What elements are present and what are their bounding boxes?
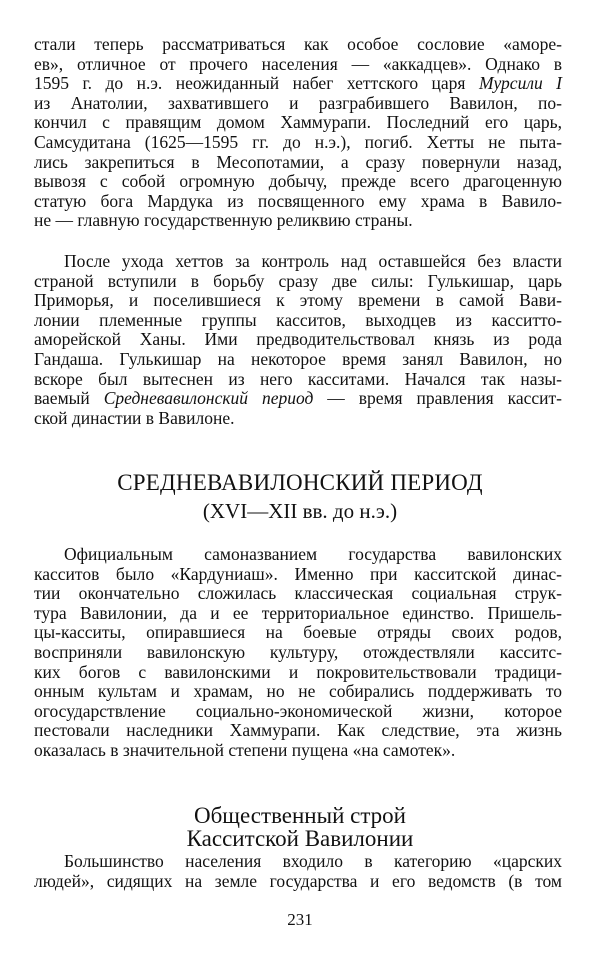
text-segment: 1595 г. до н.э. неожиданный набег хеттского царя — [34, 73, 479, 94]
text-line: онным культам и храмам, но не собирались поддерживать то — [34, 681, 562, 702]
text-line — [34, 389, 562, 409]
subsection-heading-line-1: Общественный строй — [194, 803, 406, 828]
text-line: Самсудитана (1625—1595 гг. до н.э.), погиб. Хетты не пыта- — [34, 131, 562, 152]
text-line: аморейской Ханы. Ими предводительствовал князь из рода — [34, 329, 562, 350]
paragraph-3 — [34, 545, 562, 761]
text-line: лись закрепиться в Месопотамии, а сразу повернули назад, — [34, 151, 562, 172]
paragraph-1 — [34, 35, 562, 231]
text-line: кончил с правящим домом Хаммурапи. Последний его царь, — [34, 112, 562, 133]
text-line: страной вступили в борьбу сразу две силы: Гулькишар, царь — [34, 270, 562, 291]
paragraph-2 — [34, 252, 562, 428]
subsection-heading-line-2: Касситской Вавилонии — [186, 826, 414, 851]
text-line: Приморья, и поселившиеся к этому времени в самой Вави- — [34, 290, 562, 311]
text-line: ской династии в Вавилоне. — [34, 407, 235, 428]
text-line: оказалась в значительной степени пущена «на самотек». — [34, 739, 456, 760]
text-line: Большинство населения входило в категорию «царских — [64, 851, 562, 871]
text-line: пестовали наследники Хаммурапи. Как следствие, эта жизнь — [34, 720, 562, 741]
italic-term: Средневавилонский период — [103, 388, 314, 409]
text-line: ких богов с вавилонскими и покровительствовали традици- — [34, 661, 562, 682]
text-line: Гандаша. Гулькишар на некоторое время занял Вавилон, но — [34, 348, 562, 369]
text-line: огосударствление социально-экономической жизни, которое — [34, 700, 562, 721]
text-line: из Анатолии, захватившего и разграбившего Вавилон, по- — [34, 92, 562, 113]
text-line: восприняли вавилонскую культуру, отождествляли касситс- — [34, 641, 562, 662]
paragraph-4 — [34, 852, 562, 891]
text-line: После ухода хеттов за контроль над оставшейся без власти — [64, 251, 562, 271]
text-line: касситов было «Кардуниаш». Именно при касситской динас- — [34, 563, 562, 584]
text-segment: ваемый — [34, 388, 104, 409]
text-line: тура Вавилонии, да и ее территориальное единство. Пришель- — [34, 602, 562, 623]
section-heading-title: СРЕДНЕВАВИЛОНСКИЙ ПЕРИОД — [117, 470, 483, 495]
text-line: не — главную государственную реликвию страны. — [34, 210, 413, 231]
text-line: цы-касситы, опиравшиеся на боевые отряды своих родов, — [34, 622, 562, 643]
text-line: стали теперь рассматриваться как особое сословие «аморе- — [34, 34, 562, 54]
text-segment: — время правления касcит- — [313, 388, 563, 409]
text-line: Официальным самоназванием государства вавилонских — [64, 544, 562, 564]
section-heading-subtitle: (XVI—XII вв. до н.э.) — [202, 499, 398, 523]
text-line: тии окончательно сложилась классическая социальная струк- — [34, 583, 562, 604]
text-line: ев», отличное от прочего населения — «аккадцев». Однако в — [34, 53, 562, 74]
italic-term: Мурсили I — [478, 73, 562, 94]
text-line: людей», сидящих на земле государства и его ведомств (в том — [34, 870, 562, 891]
text-line: лонии племенные группы касситов, выходцев из касситто- — [34, 309, 562, 330]
text-line — [34, 74, 562, 94]
text-line: статую бога Мардука из посвященного ему храма в Вавило- — [34, 190, 562, 211]
text-line: вывозя с собой огромную добычу, прежде всего драгоценную — [34, 171, 562, 192]
page-number: 231 — [287, 910, 313, 929]
text-line: вскоре был вытеснен из него касситами. Начался так назы- — [34, 368, 562, 389]
